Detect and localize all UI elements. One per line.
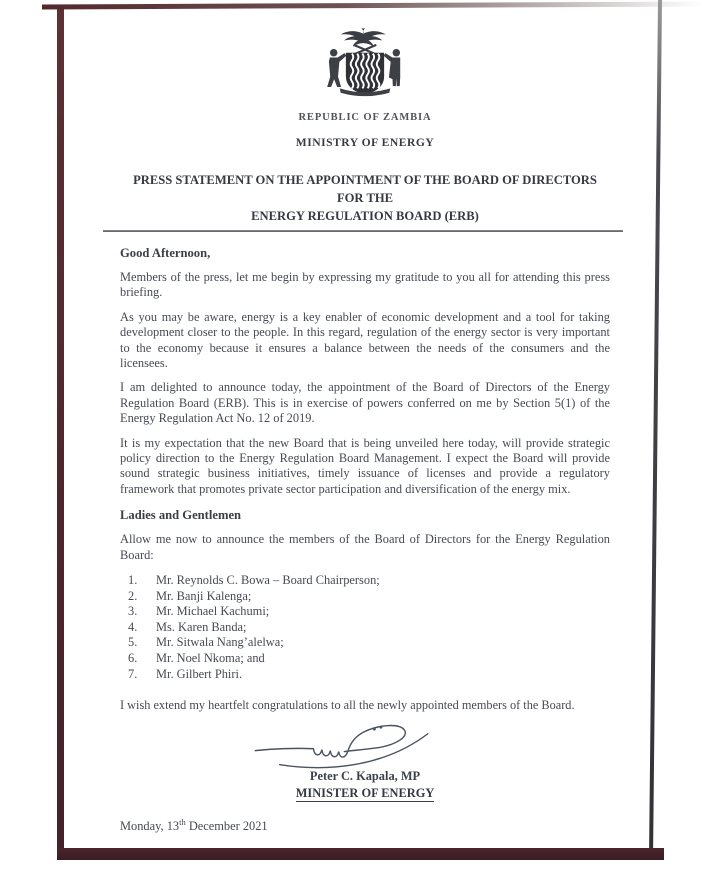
- board-member-name: Mr. Reynolds C. Bowa – Board Chairperson;: [156, 573, 380, 588]
- board-member-number: 3.: [128, 604, 138, 619]
- document-title-line2: ENERGY REGULATION BOARD (ERB): [251, 209, 479, 223]
- signatory-title: [120, 786, 610, 801]
- frame-edge-bottom: [57, 848, 664, 860]
- board-member-item: [120, 573, 610, 589]
- handwritten-signature-icon: [250, 715, 450, 775]
- board-member-name: Mr. Sitwala Nang’alelwa;: [156, 635, 284, 650]
- zambia-coat-of-arms-icon: [312, 24, 418, 104]
- board-member-number: 2.: [128, 588, 138, 603]
- paragraph-expectation: It is my expectation that the new Board that is being unveiled here today, will provide strategic policy direction to the Energy Regulation Board Management. I expect the Board will provide sound strategic business initiatives, timely issuance of licenses and provide a regulatory framework that promotes private sector participation and diversification of the energy mix.: [120, 435, 610, 496]
- board-member-name: Mr. Gilbert Phiri.: [156, 666, 243, 681]
- salutation: Good Afternoon,: [120, 246, 211, 260]
- board-member-name: Mr. Banji Kalenga;: [156, 588, 252, 603]
- board-member-item: [120, 651, 610, 667]
- frame-edge-right: [649, 0, 662, 857]
- board-member-number: 6.: [128, 651, 138, 666]
- date-weekday-day: Monday, 13: [120, 819, 180, 834]
- document-title-line1: PRESS STATEMENT ON THE APPOINTMENT OF THE BOARD OF DIRECTORS FOR THE: [133, 173, 597, 205]
- board-member-item: [120, 667, 610, 683]
- board-member-number: 1.: [128, 573, 138, 588]
- closing-line: I wish extend my heartfelt congratulations to all the newly appointed members of the Board.: [120, 698, 575, 713]
- board-member-number: 5.: [128, 635, 138, 650]
- document-content: [120, 0, 610, 834]
- subheading-ladies-gentlemen: Ladies and Gentlemen: [120, 508, 242, 523]
- date-ordinal: th: [179, 817, 186, 828]
- date-rest: December 2021: [185, 819, 268, 834]
- board-member-item: [120, 635, 610, 651]
- paragraph-gratitude: Members of the press, let me begin by expressing my gratitude to you all for attending this press briefing.: [120, 270, 610, 300]
- board-member-number: 7.: [128, 666, 138, 681]
- board-member-item: [120, 589, 610, 605]
- ministry-heading: MINISTRY OF ENERGY: [295, 136, 435, 149]
- board-member-name: Ms. Karen Banda;: [156, 619, 247, 634]
- board-member-item: [120, 620, 610, 636]
- board-member-name: Mr. Noel Nkoma; and: [156, 651, 265, 666]
- board-member-number: 4.: [128, 619, 138, 634]
- paragraph-announce-intro: Allow me now to announce the members of the Board of Directors for the Energy Regulation Board:: [120, 532, 610, 562]
- signatory-name: Peter C. Kapala, MP: [309, 769, 421, 784]
- board-member-name: Mr. Michael Kachumi;: [156, 604, 270, 619]
- board-members-list: [120, 573, 610, 682]
- board-member-item: [120, 604, 610, 620]
- title-divider: [103, 230, 623, 232]
- paragraph-announcement: I am delighted to announce today, the appointment of the Board of Directors of the Energy Regulation Board (ERB). This is in exercise of powers conferred on me by Section 5(1) of the Energy Regulation Act No. 12 of 2019.: [120, 380, 610, 426]
- signature-block: [120, 715, 610, 801]
- date-line: [120, 817, 610, 834]
- republic-heading: REPUBLIC OF ZAMBIA: [298, 112, 432, 123]
- coat-of-arms-wrap: [120, 0, 610, 149]
- frame-edge-left: [57, 6, 64, 859]
- paragraph-energy-role: As you may be aware, energy is a key enabler of economic development and a tool for taking development closer to the people. In this regard, regulation of the energy sector is very important to the economy because it ensures a balance between the needs of the consumers and the licensees.: [120, 309, 610, 371]
- signatory-title-text: MINISTER OF ENERGY: [295, 786, 435, 801]
- document-title: [120, 171, 610, 225]
